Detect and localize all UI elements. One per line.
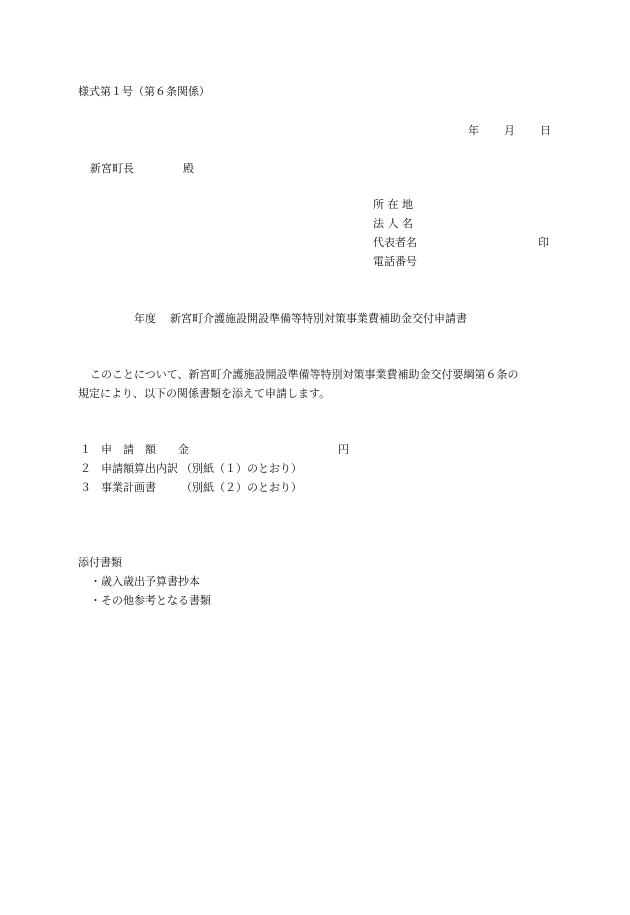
addressee-honorific: 殿 (183, 162, 194, 175)
body-line-1: このことについて、新宮町介護施設開設準備等特別対策事業費補助金交付要綱第６条の (90, 368, 519, 381)
item-label: 申請額算出内訳 (101, 462, 178, 475)
body-line-2: 規定により、以下の関係書類を添えて申請します。 (78, 387, 331, 400)
date-month-label: 月 (504, 124, 515, 137)
item-value: 円 (338, 443, 349, 456)
item-number: ２ (80, 462, 91, 475)
title-text: 新宮町介護施設開設準備等特別対策事業費補助金交付申請書 (170, 312, 467, 325)
date-year-label: 年 (468, 124, 479, 137)
item-label: 事業計画書 (101, 481, 156, 494)
form-label: 様式第１号（第６条関係） (78, 85, 210, 98)
addressee-name: 新宮町長 (90, 162, 134, 175)
corporation-name-label: 法 人 名 (373, 217, 413, 230)
item-number: ３ (80, 481, 91, 494)
phone-label: 電話番号 (373, 255, 417, 268)
item-value: （別紙（２）のとおり） (181, 481, 302, 494)
fiscal-year-label: 年度 (134, 312, 156, 325)
seal-label: 印 (538, 236, 549, 249)
item-value: （別紙（１）のとおり） (181, 462, 302, 475)
representative-label: 代表者名 (373, 236, 417, 249)
item-label: 申 請 額 金 (101, 443, 189, 456)
attachments-heading: 添付書類 (78, 556, 122, 569)
attachment-item: ・その他参考となる書類 (90, 594, 211, 607)
address-label: 所 在 地 (373, 198, 413, 211)
item-number: １ (80, 443, 91, 456)
attachment-item: ・歳入歳出予算書抄本 (90, 575, 200, 588)
date-day-label: 日 (540, 124, 551, 137)
